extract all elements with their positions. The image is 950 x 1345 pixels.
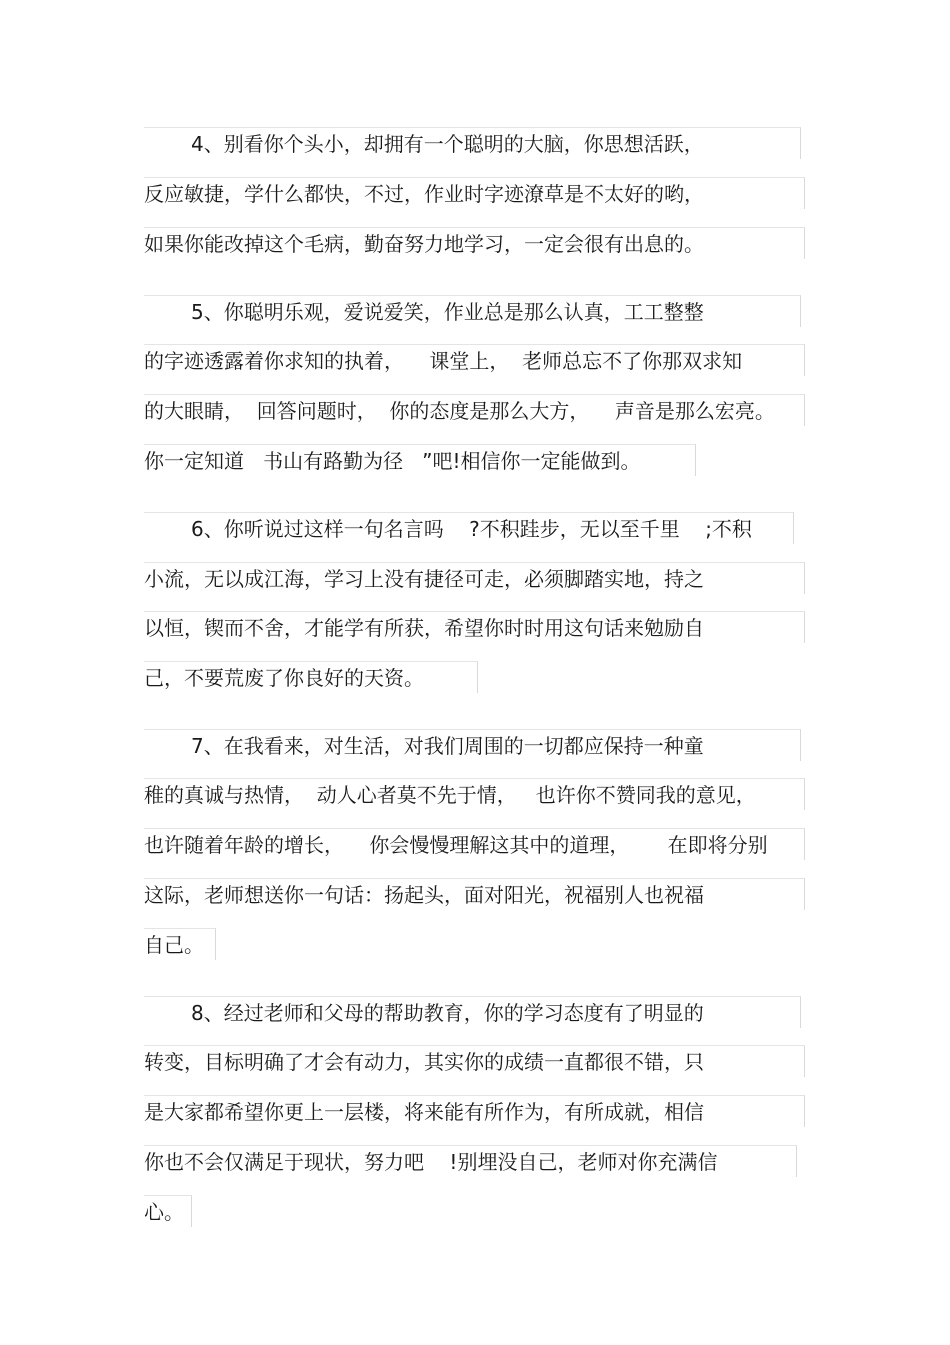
text-line: 8、经过老师和父母的帮助教育，你的学习态度有了明显的	[144, 996, 801, 1028]
text-line: 稚的真诚与热情， 动人心者莫不先于情， 也许你不赞同我的意见，	[144, 778, 805, 810]
text-line: 以恒，锲而不舍，才能学有所获，希望你时时用这句话来勉励自	[144, 611, 805, 643]
text-line: 这际，老师想送你一句话：扬起头，面对阳光，祝福别人也祝福	[144, 878, 805, 910]
text-line: 6、你听说过这样一句名言吗 ?不积跬步，无以至千里 ;不积	[144, 512, 794, 544]
text-line: 也许随着年龄的增长， 你会慢慢理解这其中的道理， 在即将分别	[144, 828, 805, 860]
text-line: 的字迹透露着你求知的执着， 课堂上， 老师总忘不了你那双求知	[144, 344, 805, 376]
text-line: 心。	[144, 1195, 192, 1227]
text-line: 你也不会仅满足于现状，努力吧 !别埋没自己，老师对你充满信	[144, 1145, 797, 1177]
text-line: 己，不要荒废了你良好的天资。	[144, 661, 478, 693]
text-line: 小流，无以成江海，学习上没有捷径可走，必须脚踏实地，持之	[144, 562, 805, 594]
text-line: 如果你能改掉这个毛病，勤奋努力地学习，一定会很有出息的。	[144, 227, 805, 259]
text-line: 7、在我看来，对生活，对我们周围的一切都应保持一种童	[144, 729, 801, 761]
text-line: 5、你聪明乐观，爱说爱笑，作业总是那么认真，工工整整	[144, 295, 801, 327]
text-line: 自己。	[144, 928, 216, 960]
text-line: 你一定知道 书山有路勤为径 ”吧!相信你一定能做到。	[144, 444, 696, 476]
text-line: 反应敏捷，学什么都快，不过，作业时字迹潦草是不太好的哟，	[144, 177, 805, 209]
text-line: 4、别看你个头小，却拥有一个聪明的大脑，你思想活跃，	[144, 127, 801, 159]
text-line: 的大眼睛， 回答问题时， 你的态度是那么大方， 声音是那么宏亮。	[144, 394, 805, 426]
text-line: 转变，目标明确了才会有动力，其实你的成绩一直都很不错，只	[144, 1045, 805, 1077]
text-line: 是大家都希望你更上一层楼，将来能有所作为，有所成就，相信	[144, 1095, 805, 1127]
